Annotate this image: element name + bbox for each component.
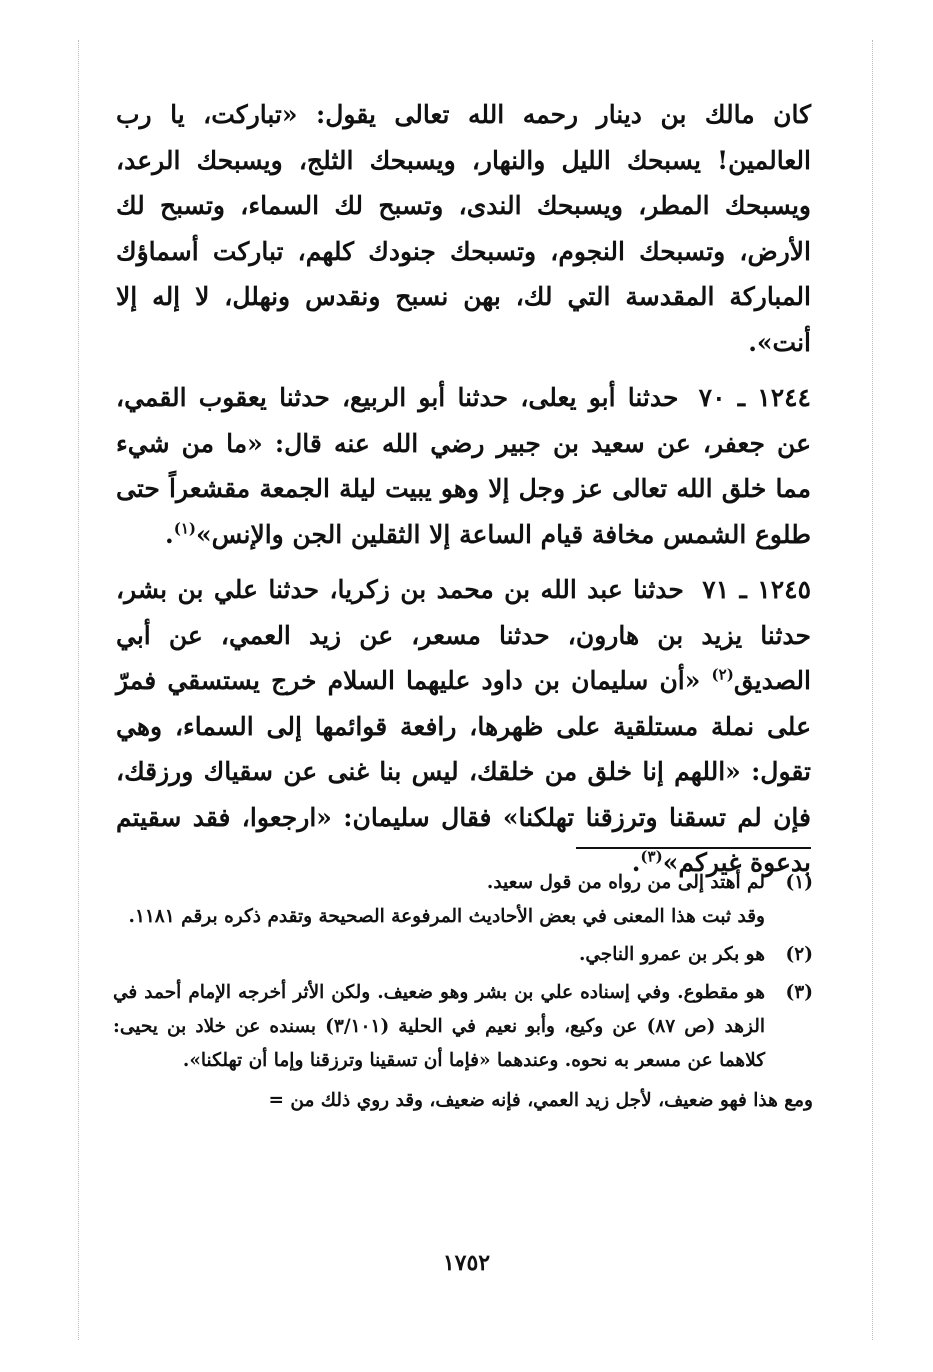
entry-end: . xyxy=(631,848,641,877)
entry-text-part-a: حدثنا عبد الله بن محمد بن زكريا، حدثنا علي بن بشر، حدثنا يزيد بن هارون، حدثنا مسعر، عن زيد العمي، عن أبي الصديق xyxy=(116,575,811,695)
footnote-1 xyxy=(113,866,813,934)
main-text-body xyxy=(116,92,811,896)
footnote-line: هو بكر بن عمرو الناجي. xyxy=(578,944,765,965)
entry-1245 xyxy=(116,567,811,886)
footnote-body xyxy=(113,976,765,1078)
left-margin-guide xyxy=(78,40,79,1340)
entry-text: حدثنا أبو يعلى، حدثنا أبو الربيع، حدثنا يعقوب القمي، عن جعفر، عن سعيد بن جبير رضي الله عنه قال: «ما من شيء مما خلق الله تعالى عز وجل إلا وهو يبيت ليلة الجمعة مقشعراً حتى طلوع الشمس مخافة قيام الساعة إلا الثقلين الجن والإنس» xyxy=(116,383,811,549)
footnote-ref: (٣) xyxy=(640,847,663,866)
entry-number: ١٢٤٥ ـ ٧١ xyxy=(702,575,811,604)
footnote-number: (٢) xyxy=(785,944,813,965)
footnotes-section xyxy=(113,866,813,1118)
footnote-3 xyxy=(113,976,813,1078)
page-number: ١٧٥٢ xyxy=(442,1250,491,1276)
footnote-ref: (٢) xyxy=(711,665,734,684)
footnote-line: هو مقطوع. وفي إسناده علي بن بشر وهو ضعيف. ولكن الأثر أخرجه الإمام أحمد في الزهد (ص ٨٧) عن وكيع، وأبو نعيم في الحلية (٣/١٠١) بسنده عن خلاد بن يحيى: كلاهما عن مسعر به نحوه. وعندهما «فإما أن تسقينا وترزقنا وإما أن تهلكنا». xyxy=(113,982,765,1071)
footnote-ref: (١) xyxy=(173,519,196,538)
footnote-2 xyxy=(113,938,813,972)
footnote-divider xyxy=(576,847,811,849)
paragraph-malik-bin-dinar: كان مالك بن دينار رحمه الله تعالى يقول: «تباركت، يا رب العالمين! يسبحك الليل والنهار، ويسبحك الثلج، ويسبحك الرعد، ويسبحك المطر، ويسبحك الندى، وتسبح لك السماء، وتسبح لك الأرض، وتسبحك النجوم، وتسبحك جنودك كلهم، تباركت أسماؤك المباركة المقدسة التي لك، بهن نسبح ونقدس ونهلل، لا إله إلا أنت». xyxy=(116,100,811,357)
entry-end: . xyxy=(165,519,174,549)
footnote-line: وقد ثبت هذا المعنى في بعض الأحاديث المرفوعة الصحيحة وتقدم ذكره برقم ١١٨١. xyxy=(128,906,765,927)
footnote-continuation: ومع هذا فهو ضعيف، لأجل زيد العمي، فإنه ضعيف، وقد روي ذلك من = xyxy=(268,1090,813,1111)
footnote-number: (١) xyxy=(785,872,813,893)
entry-1244 xyxy=(116,375,811,557)
right-margin-guide xyxy=(872,40,873,1340)
footnote-number: (٣) xyxy=(785,982,813,1003)
entry-number: ١٢٤٤ ـ ٧٠ xyxy=(698,383,811,412)
footnote-body xyxy=(113,866,765,934)
footnote-body xyxy=(113,938,765,972)
footnote-line: لم أهتد إلى من رواه من قول سعيد. xyxy=(486,872,765,893)
entry-text-part-b: «أن سليمان بن داود عليهما السلام خرج يستسقي فمرّ على نملة مستلقية على ظهرها، رافعة قوائمها إلى السماء، وهي تقول: «اللهم إنا خلق من خلقك، ليس بنا غنى عن سقياك ورزقك، فإن لم تسقنا وترزقنا تهلكنا» فقال سليمان: «ارجعوا، فقد سقيتم بدعوة غيركم» xyxy=(116,666,811,877)
